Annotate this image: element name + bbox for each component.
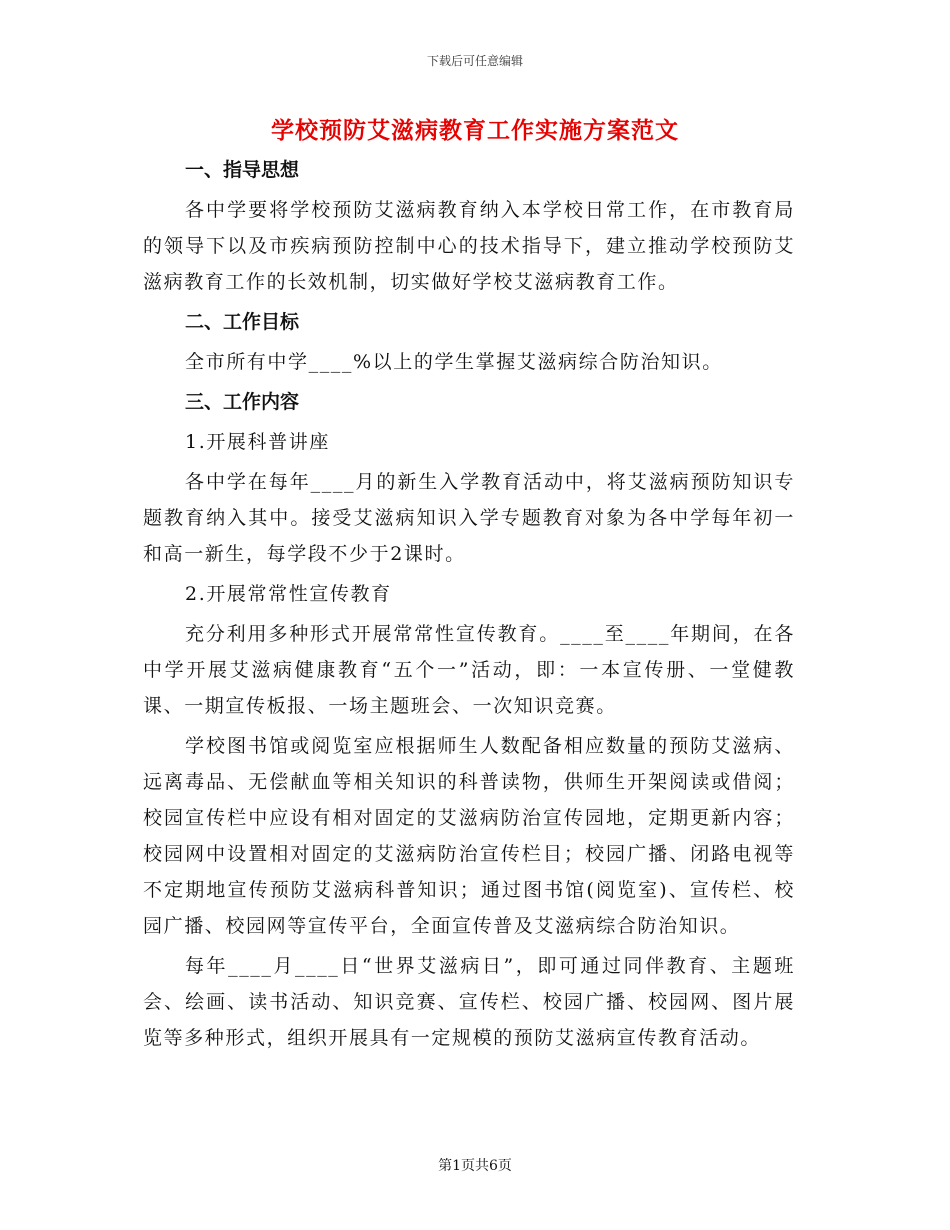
subsection-heading-lectures: 1.开展科普讲座 <box>185 431 330 453</box>
section-heading-work-content: 三、工作内容 <box>185 391 300 413</box>
page-header-note: 下载后可任意编辑 <box>426 54 523 68</box>
paragraph: 全市所有中学____%以上的学生掌握艾滋病综合防治知识。 <box>185 351 723 373</box>
subsection-heading-regular-publicity: 2.开展常常性宣传教育 <box>185 583 392 605</box>
paragraph: 每年____月____日“世界艾滋病日”，即可通过同伴教育、主题班会、绘画、读书活动、知识竞赛、宣传栏、校园广播、校园网、图片展览等多种形式，组织开展具有一定规模的预防艾滋病宣传教育活动。 <box>143 955 795 1049</box>
paragraph: 各中学要将学校预防艾滋病教育纳入本学校日常工作，在市教育局的领导下以及市疾病预防控制中心的技术指导下，建立推动学校预防艾滋病教育工作的长效机制，切实做好学校艾滋病教育工作。 <box>143 199 795 293</box>
paragraph: 充分利用多种形式开展常常性宣传教育。____至____年期间，在各中学开展艾滋病健康教育“五个一”活动，即：一本宣传册、一堂健教课、一期宣传板报、一场主题班会、一次知识竞赛。 <box>143 623 795 717</box>
section-heading-work-goals: 二、工作目标 <box>185 311 300 333</box>
section-heading-guiding-ideology: 一、指导思想 <box>185 159 300 181</box>
paragraph: 学校图书馆或阅览室应根据师生人数配备相应数量的预防艾滋病、远离毒品、无偿献血等相关知识的科普读物，供师生开架阅读或借阅；校园宣传栏中应设有相对固定的艾滋病防治宣传园地，定期更新内容；校园网中设置相对固定的艾滋病防治宣传栏目；校园广播、闭路电视等不定期地宣传预防艾滋病科普知识；通过图书馆(阅览室)、宣传栏、校园广播、校园网等宣传平台，全面宣传普及艾滋病综合防治知识。 <box>143 735 795 937</box>
document-title: 学校预防艾滋病教育工作实施方案范文 <box>271 118 679 144</box>
paragraph: 各中学在每年____月的新生入学教育活动中，将艾滋病预防知识专题教育纳入其中。接受艾滋病知识入学专题教育对象为各中学每年初一和高一新生，每学段不少于2课时。 <box>143 471 795 565</box>
page-number: 第1页共6页 <box>438 1158 512 1174</box>
document-body <box>143 152 795 1060</box>
